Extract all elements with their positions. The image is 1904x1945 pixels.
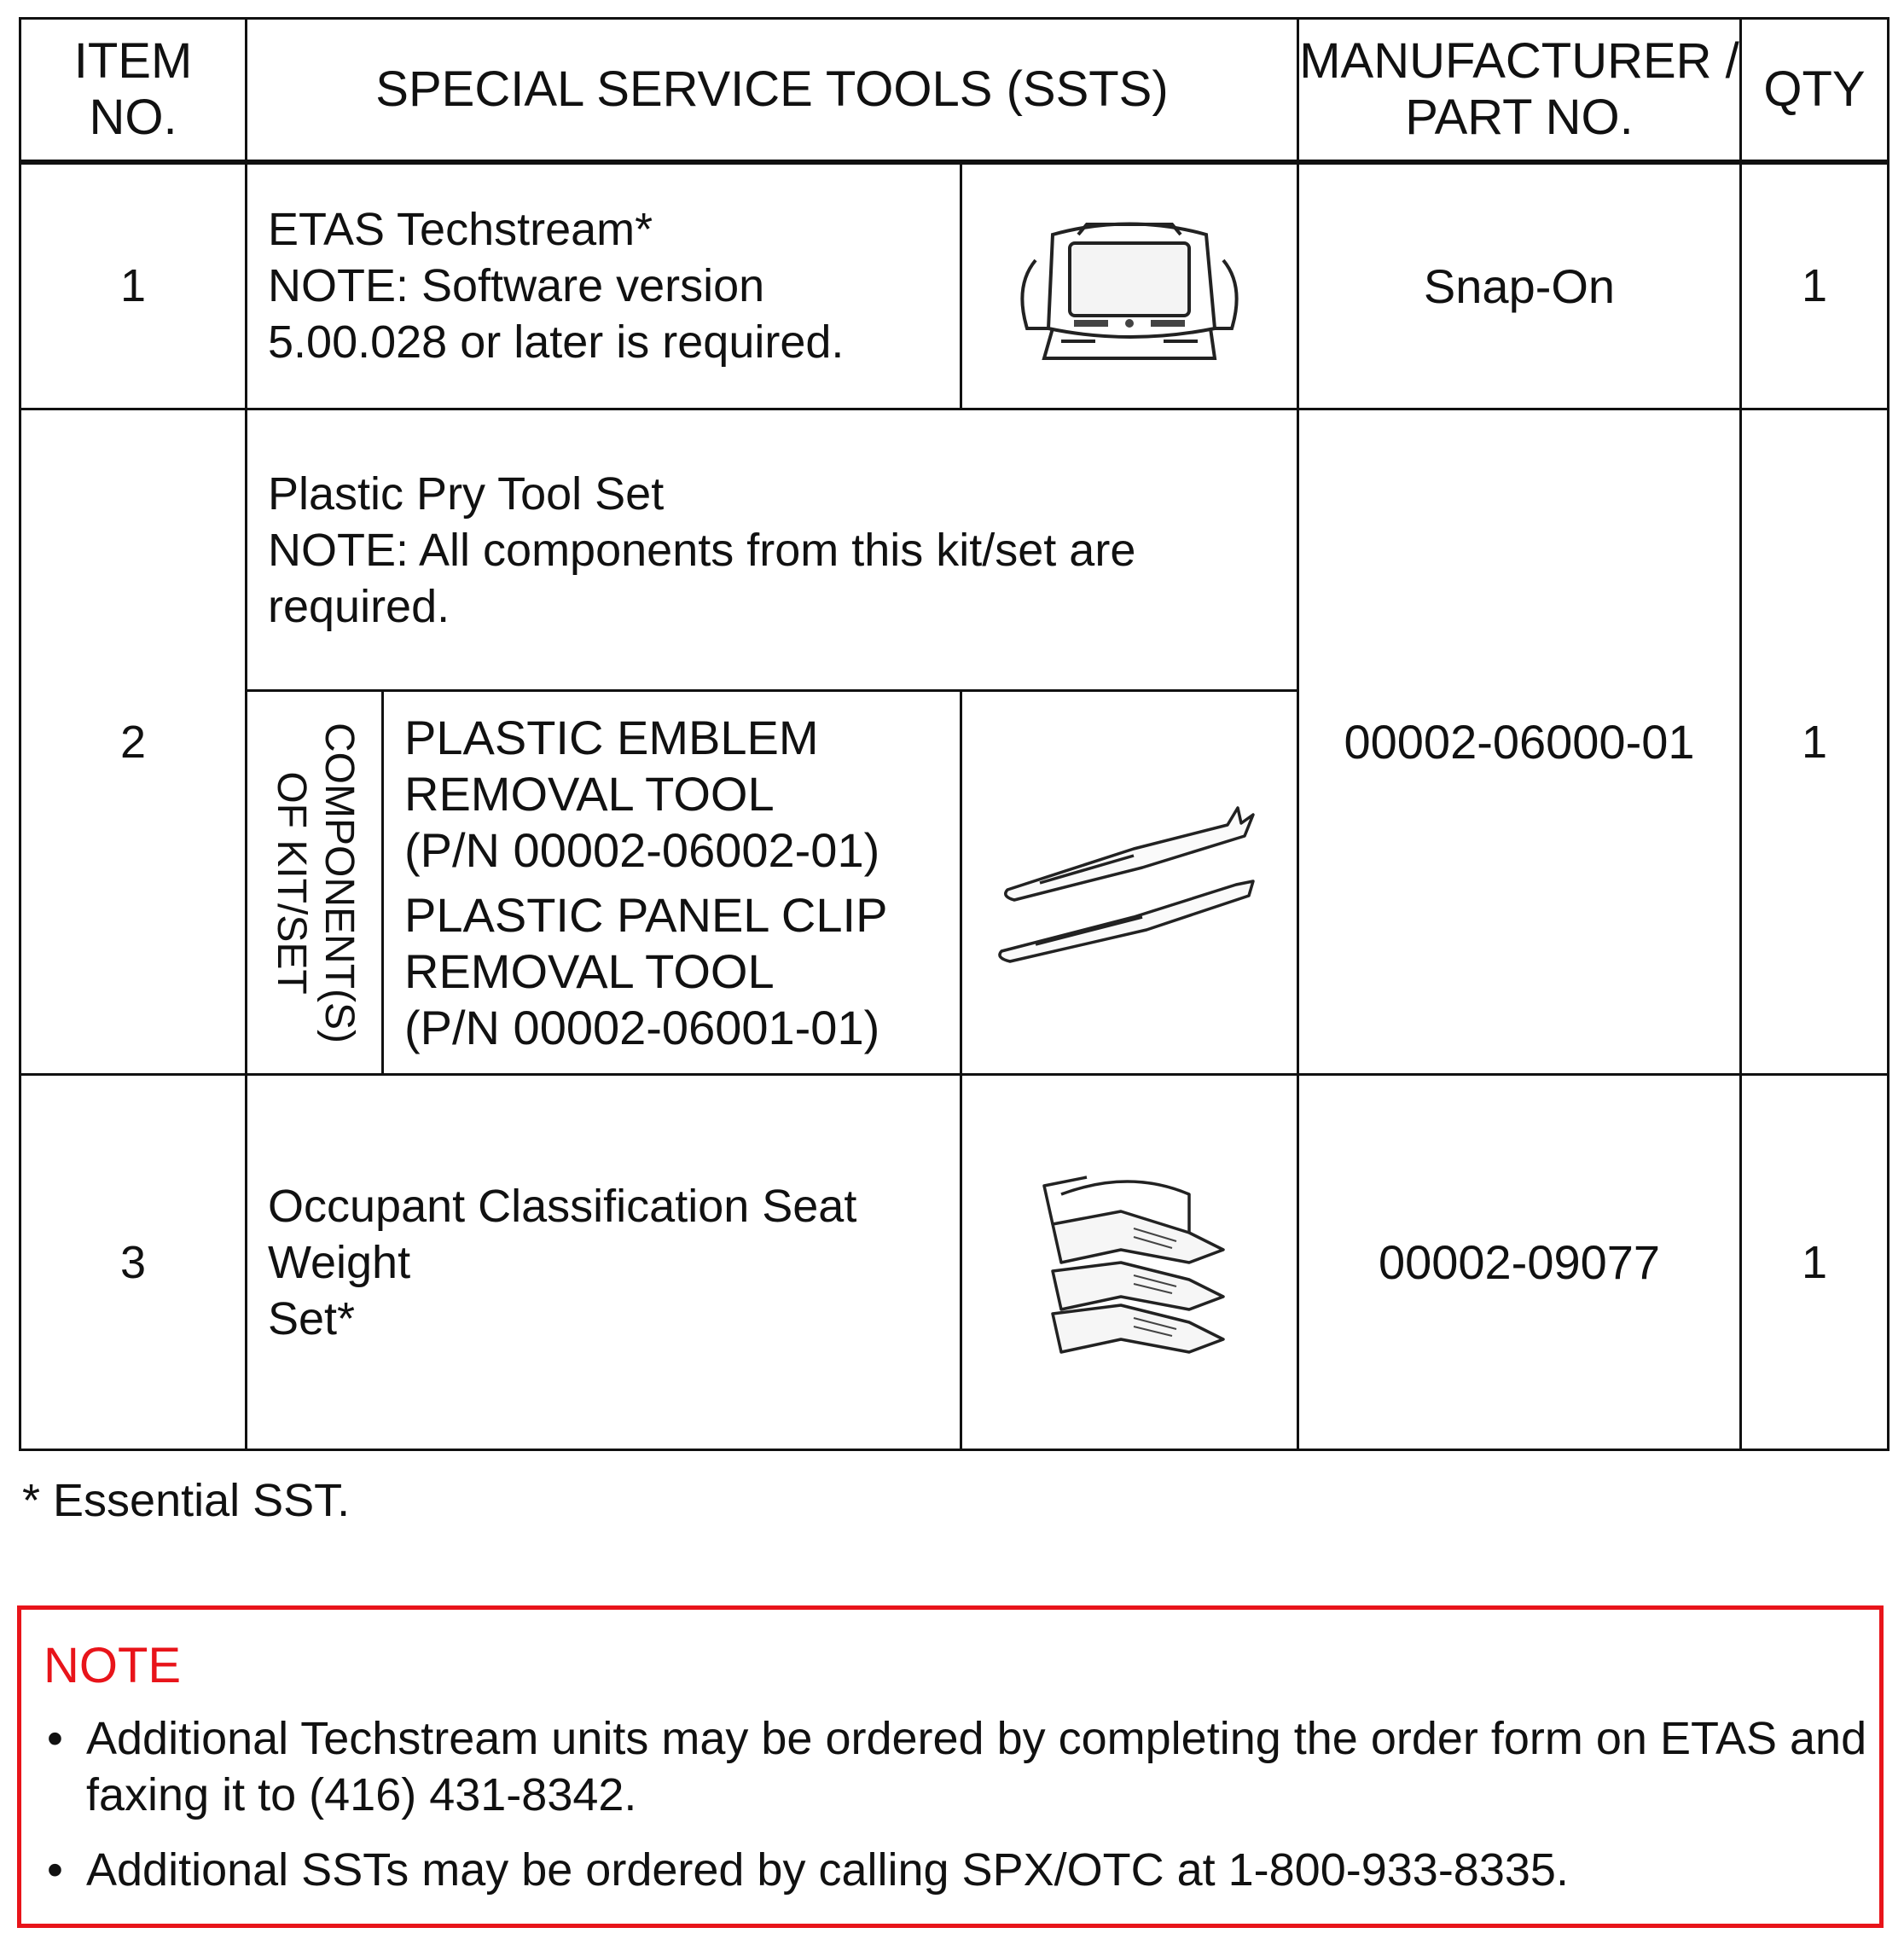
header-item-no: ITEM NO.: [20, 19, 247, 162]
techstream-image-cell: [961, 162, 1298, 409]
header-row: [20, 19, 1889, 162]
tool-description: Plastic Pry Tool Set NOTE: All components from this kit/set are required.: [247, 409, 1298, 691]
seat-weight-bags-icon: [1019, 1160, 1240, 1365]
component-emblem-removal-tool: PLASTIC EMBLEM REMOVAL TOOL (P/N 00002-06002-01): [404, 710, 880, 877]
quantity: 1: [1741, 409, 1889, 1075]
note-list: [44, 1710, 1869, 1917]
table-row-3: [20, 1075, 1889, 1450]
table-row-1: [20, 162, 1889, 409]
manufacturer-part-no: Snap-On: [1298, 162, 1741, 409]
pry-tools-image-cell: [961, 691, 1298, 1075]
item-number: 2: [20, 409, 247, 1075]
plastic-pry-tools-icon: [989, 789, 1270, 977]
note-item-techstream-order: • Additional Techstream units may be ordered by completing the order form on ETAS and faxing it to (416) 431-8342.: [44, 1710, 1869, 1823]
bullet-icon: •: [47, 1844, 63, 1896]
ssts-table: [19, 17, 1889, 1451]
components-label-cell: [247, 691, 383, 1075]
manufacturer-part-no: 00002-09077: [1298, 1075, 1741, 1450]
essential-sst-footnote: * Essential SST.: [22, 1475, 351, 1526]
note-title: NOTE: [44, 1638, 182, 1693]
header-special-service-tools: SPECIAL SERVICE TOOLS (SSTS): [247, 19, 1298, 162]
tool-description: ETAS Techstream* NOTE: Software version 5.00.028 or later is required.: [247, 162, 961, 409]
components-list: [383, 691, 961, 1075]
note-box: [17, 1605, 1884, 1928]
seat-weight-image-cell: [961, 1075, 1298, 1450]
bullet-icon: •: [47, 1713, 63, 1764]
header-manufacturer-part-no: MANUFACTURER / PART NO.: [1298, 19, 1741, 162]
components-label: COMPONENT(S) OF KIT/SET: [268, 722, 362, 1043]
item-number: 3: [20, 1075, 247, 1450]
quantity: 1: [1741, 162, 1889, 409]
tool-description: Occupant Classification Seat Weight Set*: [247, 1075, 961, 1450]
note-item-sst-order: • Additional SSTs may be ordered by calling SPX/OTC at 1-800-933-8335.: [44, 1842, 1869, 1898]
techstream-scan-tool-icon: [1001, 200, 1257, 371]
table-row-2: [20, 409, 1889, 691]
manufacturer-part-no: 00002-06000-01: [1298, 409, 1741, 1075]
item-number: 1: [20, 162, 247, 409]
header-qty: QTY: [1741, 19, 1889, 162]
component-panel-clip-removal-tool: PLASTIC PANEL CLIP REMOVAL TOOL (P/N 00002-06001-01): [404, 887, 888, 1054]
quantity: 1: [1741, 1075, 1889, 1450]
